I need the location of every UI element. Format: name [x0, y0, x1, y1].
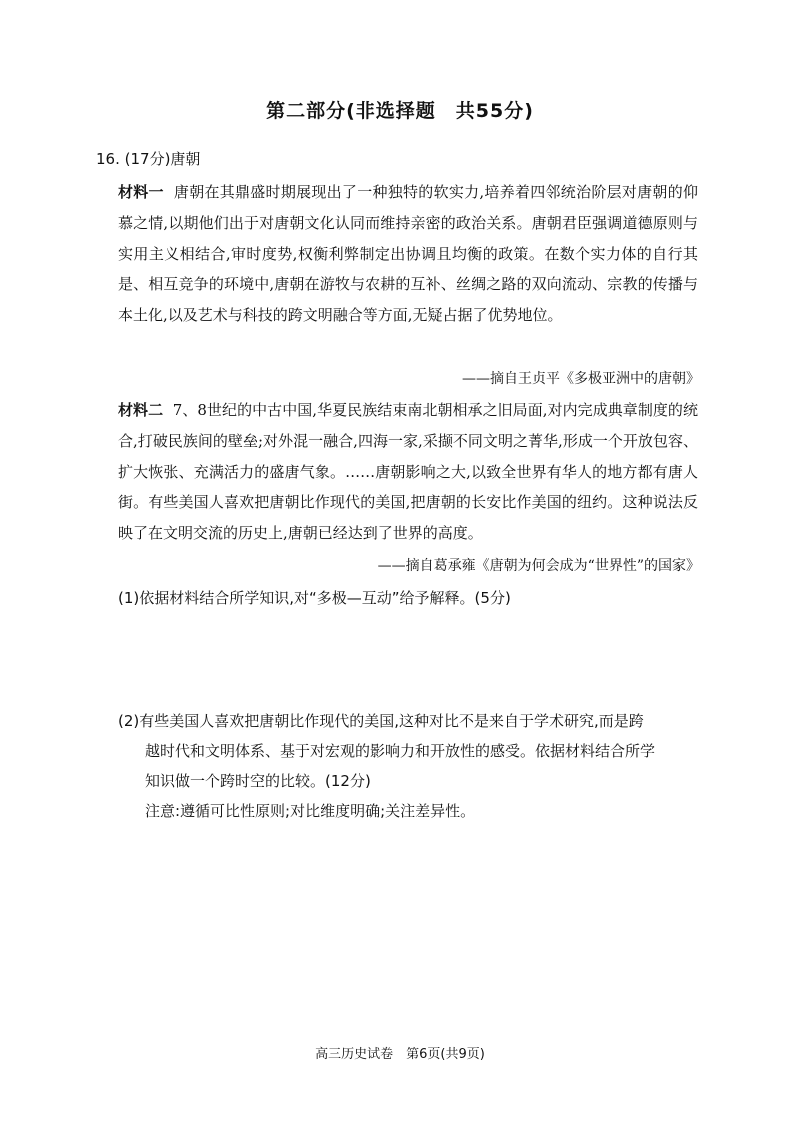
- material-two-label: 材料二: [118, 401, 164, 419]
- question-header: [96, 148, 200, 169]
- material-one: [118, 177, 698, 331]
- sub-question-2-line: 知识做一个跨时空的比较。(12分): [145, 772, 371, 790]
- sub-question-1: (1)依据材料结合所学知识,对“多极—互动”给予解释。(5分): [118, 589, 511, 607]
- question-number: 16.: [96, 150, 120, 168]
- sub-question-2: [118, 706, 698, 826]
- material-one-label: 材料一: [118, 183, 164, 201]
- material-one-text: 唐朝在其鼎盛时期展现出了一种独特的软实力,培养着四邻统治阶层对唐朝的仰慕之情,以期他们出于对唐朝文化认同而维持亲密的政治关系。唐朝君臣强调道德原则与实用主义相结合,审时度势,权衡利弊制定出协调且均衡的政策。在数个实力体的自行其是、相互竞争的环境中,唐朝在游牧与农耕的互补、丝绸之路的双向流动、宗教的传播与本土化,以及艺术与科技的跨文明融合等方面,无疑占据了优势地位。: [118, 183, 698, 325]
- material-two-source: ——摘自葛承雍《唐朝为何会成为“世界性”的国家》: [377, 558, 700, 574]
- section-title: 第二部分(非选择题 共55分): [266, 100, 534, 122]
- question-title: (17分)唐朝: [124, 150, 201, 168]
- material-one-source: ——摘自王贞平《多极亚洲中的唐朝》: [462, 371, 700, 387]
- page-footer: 高三历史试卷 第6页(共9页): [315, 1047, 485, 1062]
- sub-question-2-line: (2)有些美国人喜欢把唐朝比作现代的美国,这种对比不是来自于学术研究,而是跨: [118, 712, 644, 730]
- material-two: [118, 395, 698, 549]
- sub-question-2-line: 越时代和文明体系、基于对宏观的影响力和开放性的感受。依据材料结合所学: [145, 742, 656, 760]
- material-two-text: 7、8世纪的中古中国,华夏民族结束南北朝相承之旧局面,对内完成典章制度的统合,打破民族间的壁垒;对外混一融合,四海一家,采撷不同文明之菁华,形成一个开放包容、扩大恢张、充满活力的盛唐气象。……唐朝影响之大,以致全世界有华人的地方都有唐人街。有些美国人喜欢把唐朝比作现代的美国,把唐朝的长安比作美国的纽约。这种说法反映了在文明交流的历史上,唐朝已经达到了世界的高度。: [118, 401, 698, 543]
- sub-question-2-note: 注意:遵循可比性原则;对比维度明确;关注差异性。: [145, 802, 476, 820]
